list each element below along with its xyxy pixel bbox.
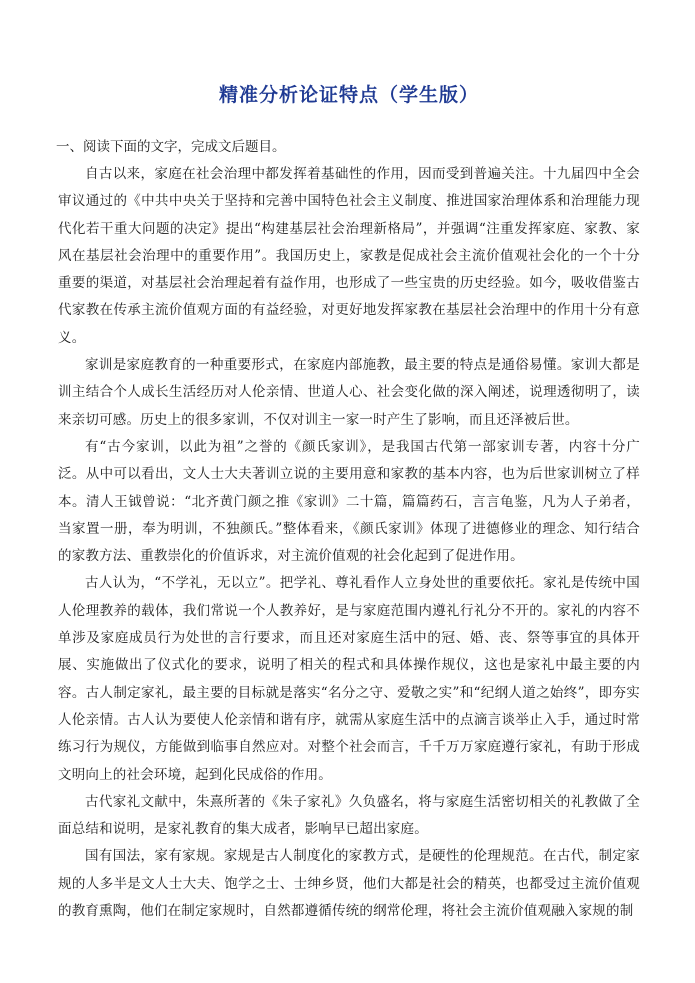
paragraph: 古代家礼文献中，朱熹所著的《朱子家礼》久负盛名，将与家庭生活密切相关的礼教做了全面总结和说明，是家礼教育的集大成者，影响早已超出家庭。: [58, 793, 640, 838]
paragraph: 家训是家庭教育的一种重要形式，在家庭内部施教，最主要的特点是通俗易懂。家训大都是训主结合个人成长生活经历对人伦亲情、世道人心、社会变化做的深入阐述，说理透彻明了，读来亲切可感。历史上的很多家训，不仅对训主一家一时产生了影响，而且还泽被后世。: [58, 357, 640, 428]
document-title: 精准分析论证特点（学生版）: [218, 84, 479, 106]
paragraph: 国有国法，家有家规。家规是古人制度化的家教方式，是硬性的伦理规范。在古代，制定家规的人多半是文人士大夫、饱学之士、士绅乡贤，他们大都是社会的精英，也都受过主流价值观的教育熏陶，他们在制定家规时，自然都遵循传统的纲常伦理，将社会主流价值观融入家规的制: [58, 848, 640, 920]
paragraph: 古人认为，“不学礼，无以立”。把学礼、尊礼看作人立身处世的重要依托。家礼是传统中国人伦理教养的载体，我们常说一个人教养好，是与家庭范围内遵礼行礼分不开的。家礼的内容不单涉及家庭成员行为处世的言行要求，而且还对家庭生活中的冠、婚、丧、祭等事宜的具体开展、实施做出了仪式化的要求，说明了相关的程式和具体操作规仪，这也是家礼中最主要的内容。古人制定家礼，最主要的目标就是落实“名分之守、爱敬之实”和“纪纲人道之始终”，即夯实人伦亲情。古人认为要使人伦亲情和谐有序，就需从家庭生活中的点滴言谈举止入手，通过时常练习行为规仪，方能做到临事自然应对。对整个社会而言，千千万万家庭遵行家礼，有助于形成文明向上的社会环境，起到化民成俗的作用。: [58, 575, 640, 783]
paragraph: 自古以来，家庭在社会治理中都发挥着基础性的作用，因而受到普遍关注。十九届四中全会审议通过的《中共中央关于坚持和完善中国特色社会主义制度、推进国家治理体系和治理能力现代化若干重大问题的决定》提出“构建基层社会治理新格局”，并强调“注重发挥家庭、家教、家风在基层社会治理中的重要作用”。我国历史上，家教是促成社会主流价值观社会化的一个十分重要的渠道，对基层社会治理起着有益作用，也形成了一些宝贵的历史经验。如今，吸收借鉴古代家教在传承主流价值观方面的有益经验，对更好地发挥家教在基层社会治理中的作用十分有意义。: [58, 166, 640, 346]
paragraph: 有“古今家训，以此为祖”之誉的《颜氏家训》，是我国古代第一部家训专著，内容十分广泛。从中可以看出，文人士大夫著训立说的主要用意和家教的基本内容，也为后世家训树立了样本。清人王钺曾说：“北齐黄门颜之推《家训》二十篇，篇篇药石，言言龟鉴，凡为人子弟者，当家置一册，奉为明训，不独颜氏。”整体看来，《颜氏家训》体现了进德修业的理念、知行结合的家教方法、重教崇化的价值诉求，对主流价值观的社会化起到了促进作用。: [58, 438, 640, 565]
question-heading: 一、阅读下面的文字，完成文后题目。: [56, 139, 286, 155]
